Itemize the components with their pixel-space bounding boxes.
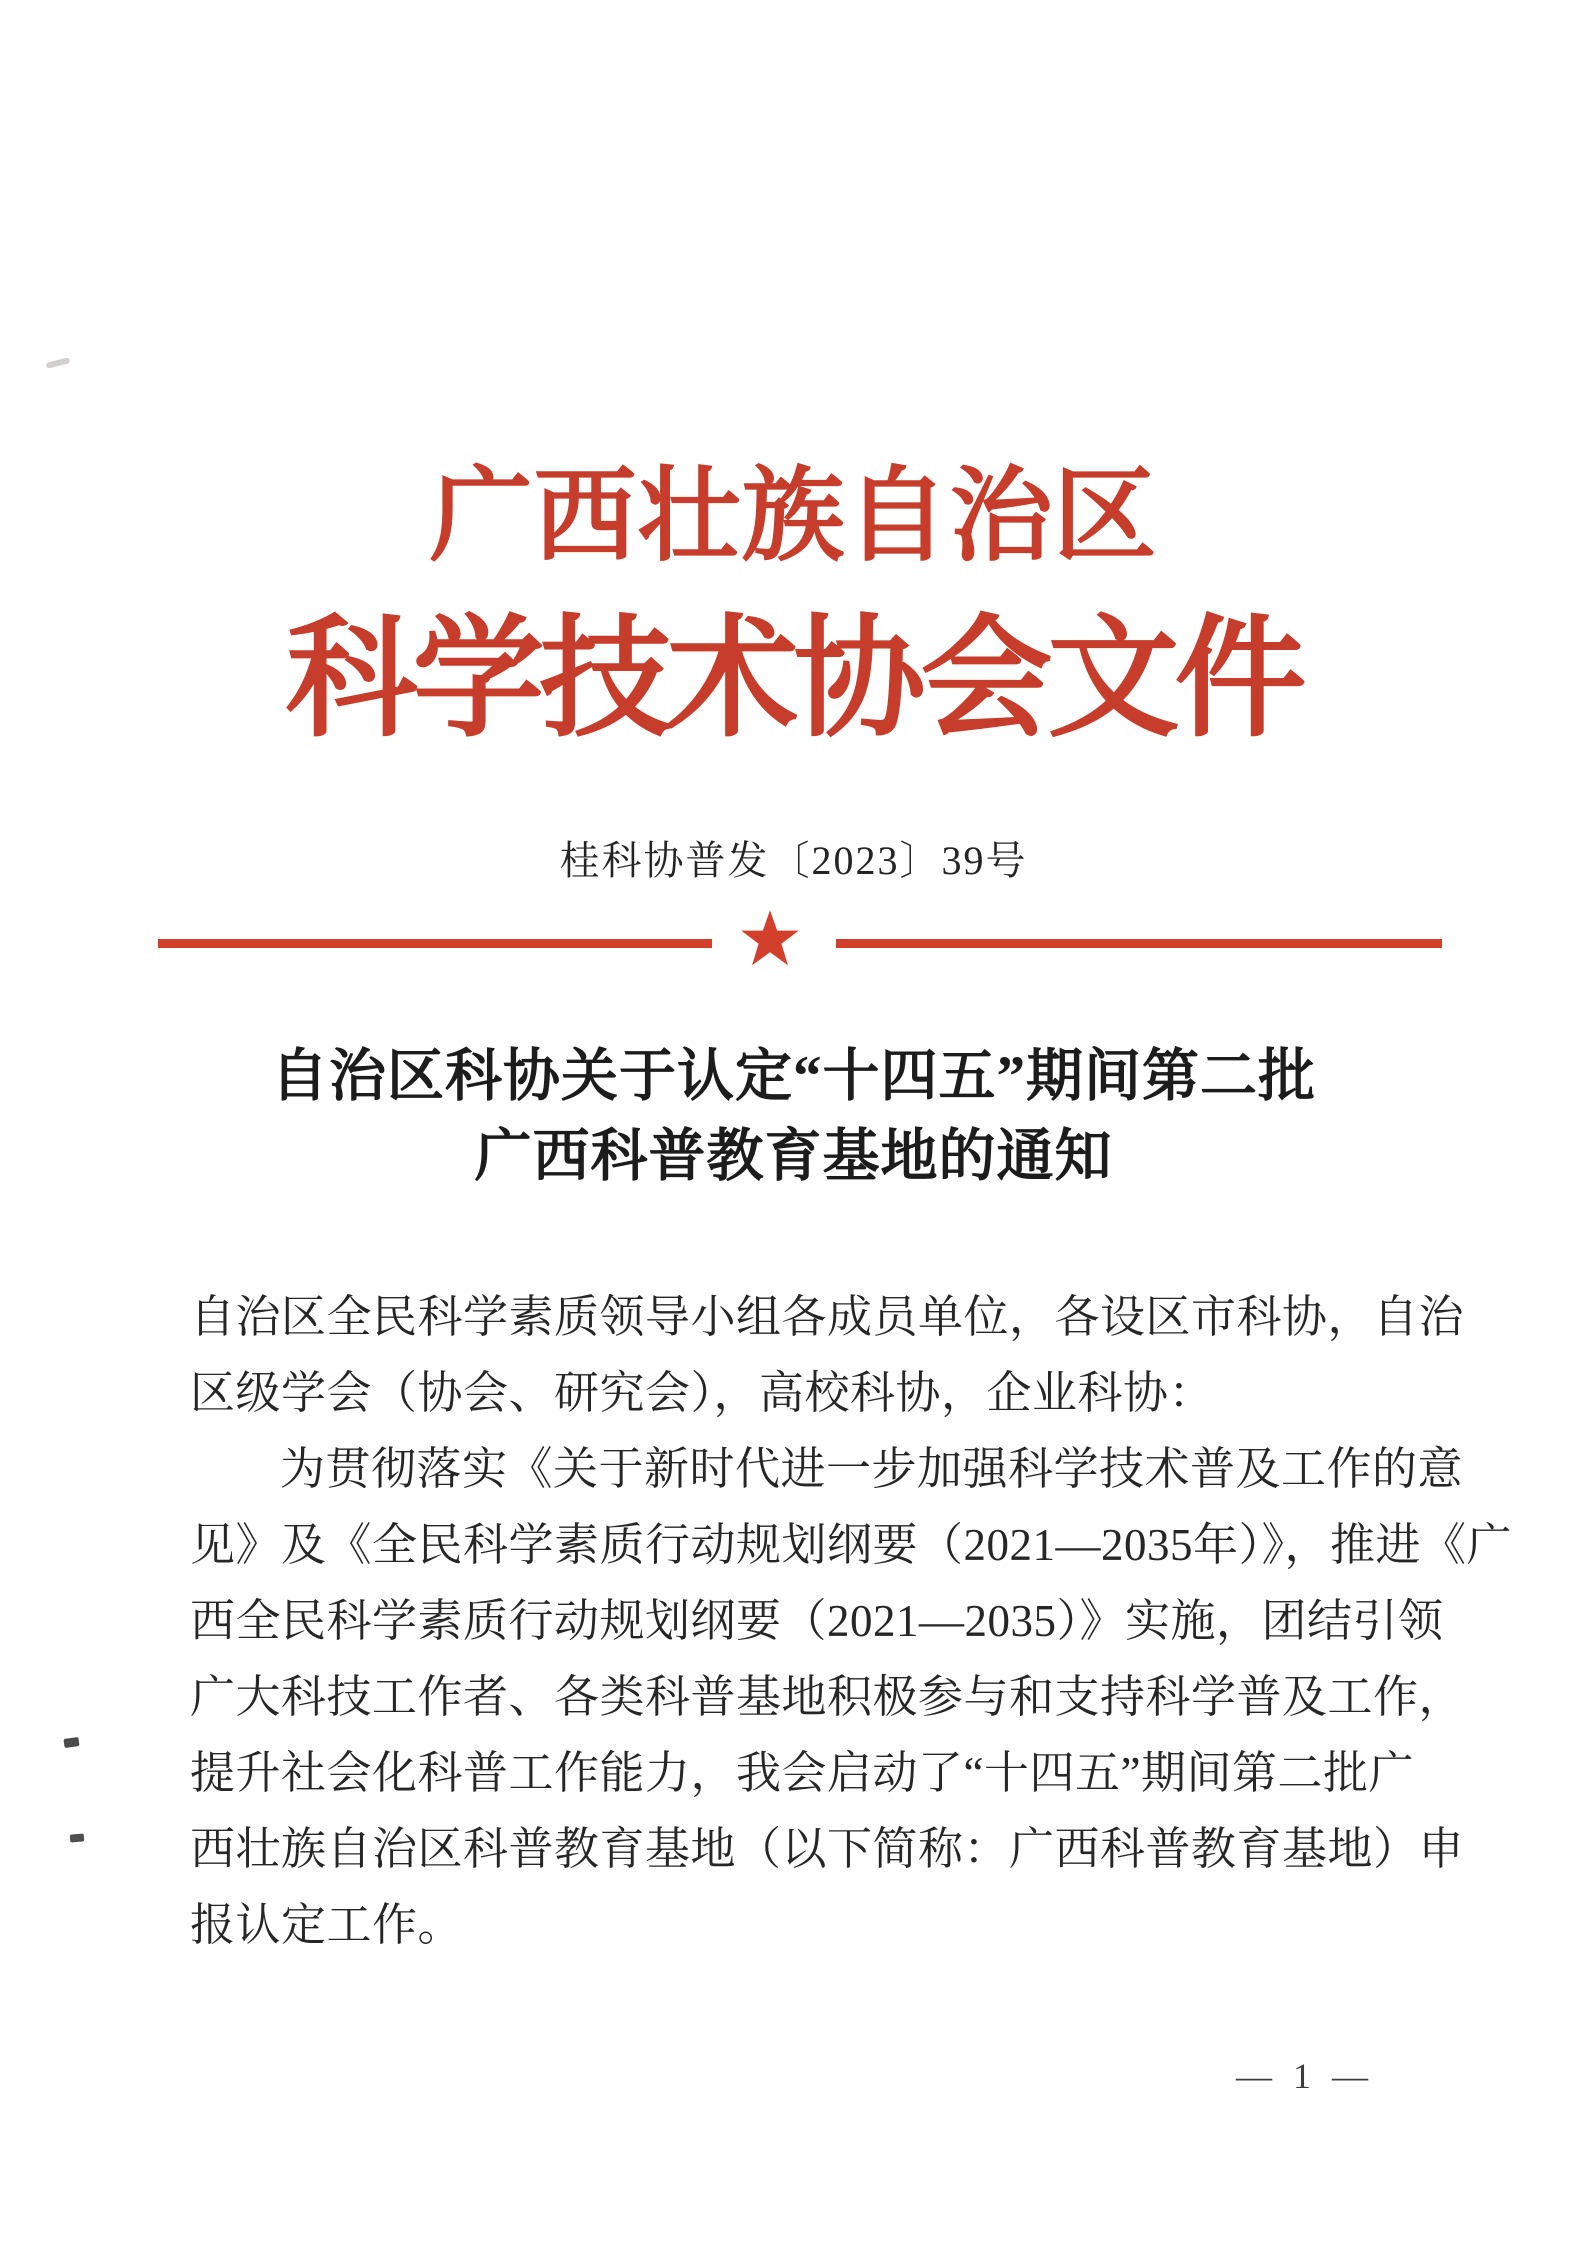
body-line: 自治区全民科学素质领导小组各成员单位，各设区市科协，自治 [190, 1292, 1465, 1342]
scan-artifact [46, 357, 71, 369]
body-line: 报认定工作。 [190, 1900, 464, 1950]
body-line: 见》及《全民科学素质行动规划纲要（2021—2035年）》，推进《广 [190, 1520, 1513, 1570]
body-line: 广大科技工作者、各类科普基地积极参与和支持科学普及工作， [190, 1672, 1465, 1722]
body-line: 为贯彻落实《关于新时代进一步加强科学技术普及工作的意 [280, 1444, 1464, 1494]
divider-line-left [158, 939, 712, 948]
scan-artifact [70, 1833, 85, 1842]
body-line: 区级学会（协会、研究会），高校科协，企业科协： [190, 1368, 1215, 1418]
divider-line-right [836, 939, 1442, 948]
document-title-line-1: 自治区科协关于认定“十四五”期间第二批 [271, 1045, 1316, 1108]
document-body [190, 1279, 1513, 1963]
document-number: 桂科协普发〔2023〕39号 [559, 838, 1028, 883]
body-line: 西壮族自治区科普教育基地（以下简称：广西科普教育基地）申 [190, 1824, 1465, 1874]
page-number: — 1 — [1236, 2056, 1370, 2096]
scan-artifact [63, 1737, 79, 1748]
document-title-line-2: 广西科普教育基地的通知 [474, 1125, 1113, 1188]
body-line: 提升社会化科普工作能力，我会启动了“十四五”期间第二批广 [190, 1748, 1414, 1798]
body-line: 西全民科学素质行动规划纲要（2021—2035）》实施，团结引领 [190, 1596, 1444, 1646]
org-name-line-2: 科学技术协会文件 [285, 606, 1302, 753]
org-name-line-1: 广西壮族自治区 [429, 460, 1158, 574]
star-icon [740, 909, 800, 969]
